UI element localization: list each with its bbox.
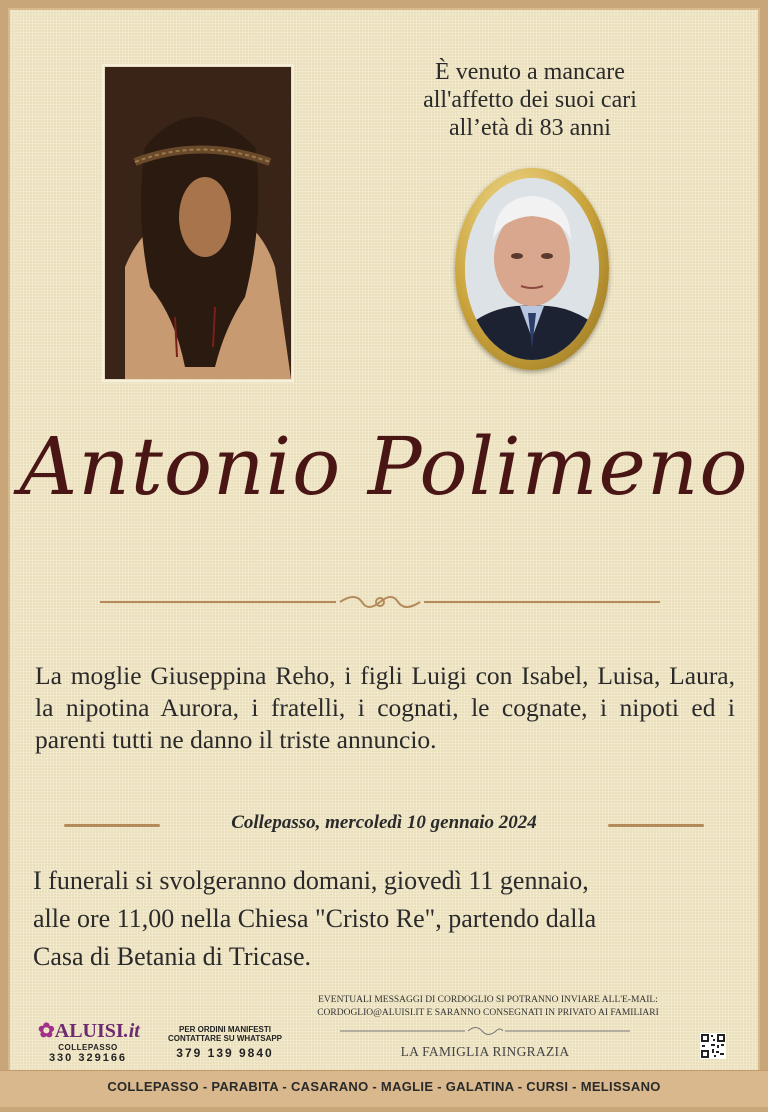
condolence-note xyxy=(298,994,678,1020)
date-rule-right xyxy=(608,824,704,827)
brand-tld: .it xyxy=(123,1020,140,1042)
condolence-line-2: CORDOGLIO@ALUISI.IT E SARANNO CONSEGNATI IN PRIVATO AI FAMILIARI xyxy=(317,1008,659,1018)
intro-line-1: È venuto a mancare xyxy=(435,59,625,85)
funeral-line-3: Casa di Betania di Tricase. xyxy=(33,942,312,971)
christ-image xyxy=(104,66,292,380)
orders-line-1: PER ORDINI MANIFESTI xyxy=(178,1025,271,1034)
brand-name: ALUISI xyxy=(54,1020,124,1042)
funeral-text xyxy=(33,862,738,976)
qr-code-icon xyxy=(700,1033,726,1059)
deceased-portrait xyxy=(465,178,599,360)
brand-logo xyxy=(38,1018,138,1043)
towns-bar xyxy=(0,1070,768,1107)
intro-text xyxy=(380,58,680,142)
intro-line-2: all'affetto dei suoi cari xyxy=(423,87,637,113)
family-thanks: LA FAMIGLIA RINGRAZIA xyxy=(400,1044,570,1059)
deceased-name: Antonio Polimeno xyxy=(19,420,749,513)
brand-city: COLLEPASSO xyxy=(58,1043,118,1052)
funeral-line-2: alle ore 11,00 nella Chiesa "Cristo Re", partendo dalla xyxy=(33,904,597,933)
funeral-line-1: I funerali si svolgeranno domani, giovedì 11 gennaio, xyxy=(33,866,589,895)
towns-list: COLLEPASSO - PARABITA - CASARANO - MAGLIE - GALATINA - CURSI - MELISSANO xyxy=(107,1079,661,1094)
announcement-text: La moglie Giuseppina Reho, i figli Luigi con Isabel, Luisa, Laura, la nipotina Aurora, i fratelli, i cognati, le cognate, i nipoti ed i parenti tutti ne danno il triste annuncio. xyxy=(35,661,735,754)
brand-phone: 330 329166 xyxy=(48,1052,128,1064)
intro-line-3: all’età di 83 anni xyxy=(449,115,611,141)
divider-ornament xyxy=(100,590,660,618)
thanks-ornament xyxy=(340,1024,630,1038)
flower-icon: ✿ xyxy=(38,1020,55,1042)
brand-block xyxy=(38,1018,138,1064)
orders-phone: 379 139 9840 xyxy=(176,1046,274,1060)
date-line: Collepasso, mercoledì 10 gennaio 2024 xyxy=(231,812,537,833)
orders-block xyxy=(150,1025,300,1060)
orders-line-2: CONTATTARE SU WHATSAPP xyxy=(167,1034,283,1043)
condolence-line-1: EVENTUALI MESSAGGI DI CORDOGLIO SI POTRANNO INVIARE ALL'E-MAIL: xyxy=(318,995,658,1005)
portrait-frame xyxy=(455,168,609,370)
